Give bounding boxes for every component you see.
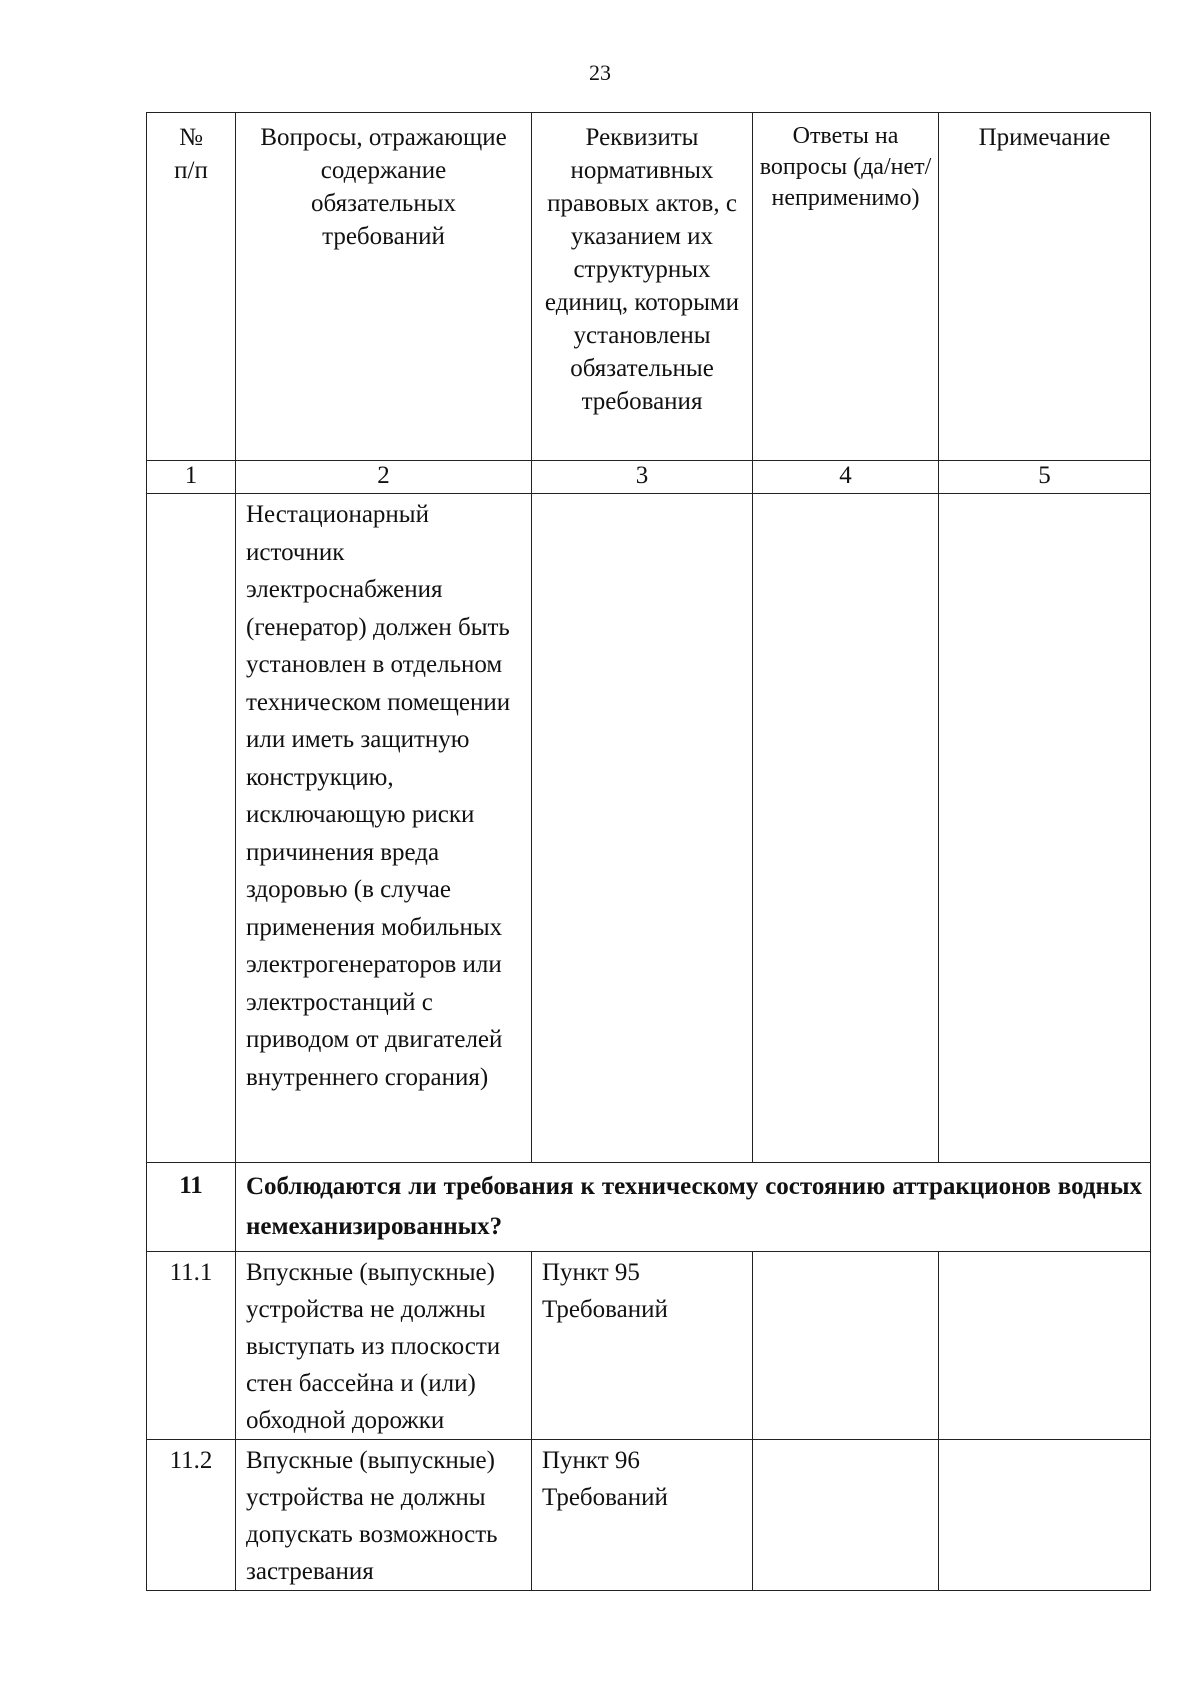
row-number-cell: 11.2 xyxy=(147,1440,236,1591)
header-number: № п/п xyxy=(147,113,236,461)
reference-cell: Пункт 95 Требований xyxy=(532,1252,753,1440)
header-questions: Вопросы, отражающие содержание обязательных требований xyxy=(236,113,532,461)
column-number: 3 xyxy=(532,461,753,494)
question-cell: Впускные (выпускные) устройства не должны допускать возможность застревания xyxy=(236,1440,532,1591)
column-number: 1 xyxy=(147,461,236,494)
header-row xyxy=(147,113,1151,461)
column-numbers-row xyxy=(147,461,1151,494)
table-row xyxy=(147,1252,1151,1440)
question-cell: Нестационарный источник электроснабжения (генератор) должен быть установлен в отдельном техническом помещении или иметь защитную конструкцию, исключающую риски причинения вреда здоровью (в случае применения мобильных электрогенераторов или электростанций с приводом от двигателей внутреннего сгорания) xyxy=(236,494,532,1163)
reference-cell: Пункт 96 Требований xyxy=(532,1440,753,1591)
checklist-table xyxy=(146,112,1151,1591)
column-number: 2 xyxy=(236,461,532,494)
row-number-cell: 11.1 xyxy=(147,1252,236,1440)
note-cell xyxy=(939,1440,1151,1591)
table-row xyxy=(147,1440,1151,1591)
section-title: Соблюдаются ли требования к техническому состоянию аттракционов водных немеханизированных? xyxy=(236,1163,1151,1252)
page-number: 23 xyxy=(589,60,611,85)
header-answers: Ответы на вопросы (да/нет/ неприменимо) xyxy=(753,113,939,461)
question-cell: Впускные (выпускные) устройства не должны выступать из плоскости стен бассейна и (или) обходной дорожки xyxy=(236,1252,532,1440)
note-cell xyxy=(939,1252,1151,1440)
column-number: 5 xyxy=(939,461,1151,494)
header-note: Примечание xyxy=(939,113,1151,461)
section-row xyxy=(147,1163,1151,1252)
row-number-cell xyxy=(147,494,236,1163)
answer-cell xyxy=(753,494,939,1163)
header-references: Реквизиты нормативных правовых актов, с указанием их структурных единиц, которыми установлены обязательные требования xyxy=(532,113,753,461)
column-number: 4 xyxy=(753,461,939,494)
answer-cell xyxy=(753,1252,939,1440)
reference-cell xyxy=(532,494,753,1163)
section-number: 11 xyxy=(147,1163,236,1252)
answer-cell xyxy=(753,1440,939,1591)
table-row xyxy=(147,494,1151,1163)
note-cell xyxy=(939,494,1151,1163)
